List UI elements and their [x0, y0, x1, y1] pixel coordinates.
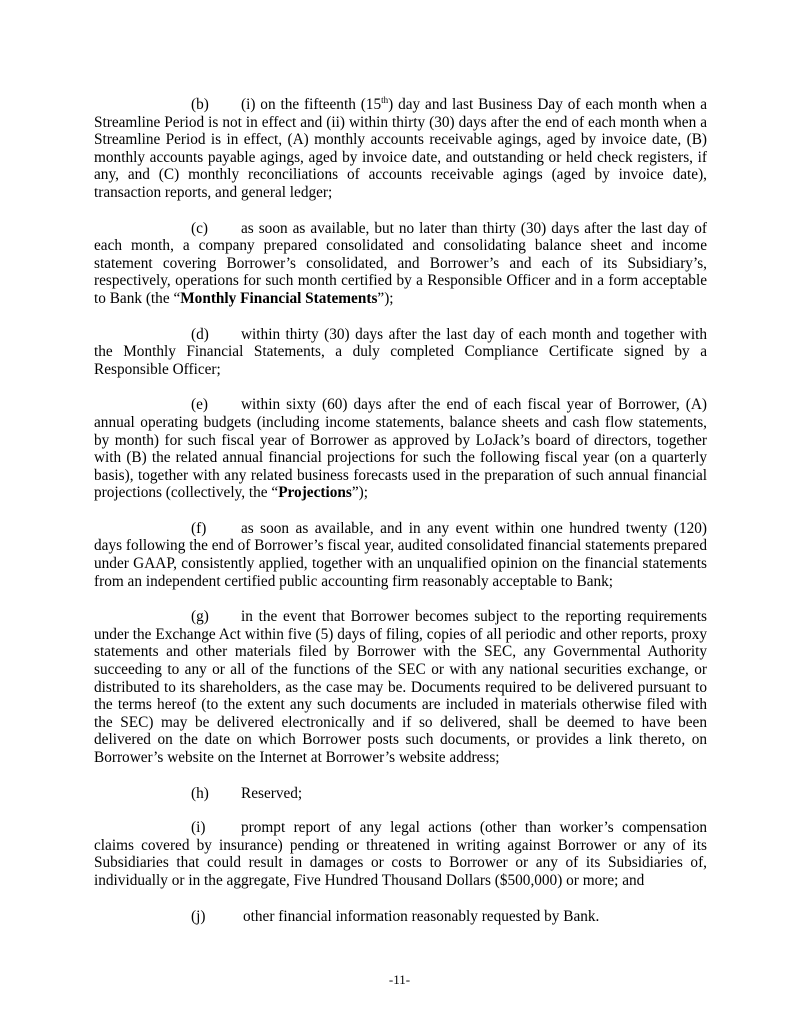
defined-term: Monthly Financial Statements: [180, 289, 378, 307]
clause-label: (j): [191, 907, 206, 925]
clause-g: [94, 608, 707, 766]
clause-label: (e): [191, 396, 208, 414]
clause-text: prompt report of any legal actions (other than worker’s compensation claims covered by insurance) pending or threatened in writing against Borrower or any of its Subsidiaries that could result in damages or costs to Borrower or any of its Subsidiaries of, individually or in the aggregate, Five Hundred Thousand Dollars ($500,000) or more; and: [94, 819, 707, 889]
clause-label: (g): [191, 608, 209, 626]
clause-label: (h): [191, 784, 209, 802]
clause-text: ”);: [377, 289, 394, 307]
clause-text: as soon as available, and in any event within one hundred twenty (120) days following the end of Borrower’s fiscal year, audited consolidated financial statements prepared under GAAP, consistently applied, together with an unqualified opinion on the financial statements from an independent certified public accounting firm reasonably acceptable to Bank;: [94, 519, 707, 590]
clause-text: Reserved;: [241, 784, 303, 802]
ordinal-superscript: th: [381, 95, 389, 105]
clause-j: [94, 908, 707, 926]
clause-label: (i): [191, 819, 206, 837]
defined-term: Projections: [278, 484, 352, 502]
clause-label: (f): [191, 519, 207, 537]
clause-text: (i) on the fifteenth (15: [241, 96, 382, 113]
page-number: -11-: [388, 972, 411, 987]
clause-text: within sixty (60) days after the end of each fiscal year of Borrower, (A) annual operating budgets (including income statements, balance sheets and cash flow statements, by month) for such fiscal year of Borrower as approved by LoJack’s board of directors, together with (B) the related annual financial projections for such the following fiscal year (on a quarterly basis), together with any related business forecasts used in the preparation of such annual financial projections (collectively, the “: [94, 396, 707, 502]
clause-text: as soon as available, but no later than thirty (30) days after the last day of each month, a company prepared consolidated and consolidating balance sheet and income statement covering Borrower’s consolidated, and Borrower’s and each of its Subsidiary’s, respectively, operations for such month certified by a Responsible Officer and in a form acceptable to Bank (the “: [94, 219, 707, 307]
clause-b: [94, 96, 707, 202]
clause-h: [94, 785, 707, 803]
clause-text: ”);: [351, 484, 368, 502]
clause-f: [94, 520, 707, 590]
clause-text: within thirty (30) days after the last day of each month and together with the Monthly Financial Statements, a duly completed Compliance Certificate signed by a Responsible Officer;: [94, 325, 707, 378]
clause-e: [94, 396, 707, 502]
clause-label: (b): [191, 96, 209, 113]
clause-i: [94, 819, 707, 889]
clause-text: other financial information reasonably requested by Bank.: [243, 907, 600, 925]
clause-text: in the event that Borrower becomes subject to the reporting requirements under the Exchange Act within five (5) days of filing, copies of all periodic and other reports, proxy statements and other materials filed by Borrower with the SEC, any Governmental Authority succeeding to any or all of the functions of the SEC or with any national securities exchange, or distributed to its shareholders, as the case may be. Documents required to be delivered pursuant to the terms hereof (to the extent any such documents are included in materials otherwise filed with the SEC) may be delivered electronically and if so delivered, shall be deemed to have been delivered on the date on which Borrower posts such documents, or provides a link thereto, on Borrower’s website on the Internet at Borrower’s website address;: [94, 608, 707, 766]
clause-text: ) day and last Business Day of each month when a Streamline Period is not in effect and (ii) within thirty (30) days after the end of each month when a Streamline Period is in effect, (A) monthly accounts receivable agings, aged by invoice date, (B) monthly accounts payable agings, aged by invoice date, and outstanding or held check registers, if any, and (C) monthly reconciliations of accounts receivable agings (aged by invoice date), transaction reports, and general ledger;: [94, 96, 707, 201]
clause-c: [94, 220, 707, 308]
clause-label: (c): [191, 219, 208, 237]
document-body: [94, 96, 707, 943]
clause-d: [94, 326, 707, 379]
clause-label: (d): [191, 325, 209, 343]
